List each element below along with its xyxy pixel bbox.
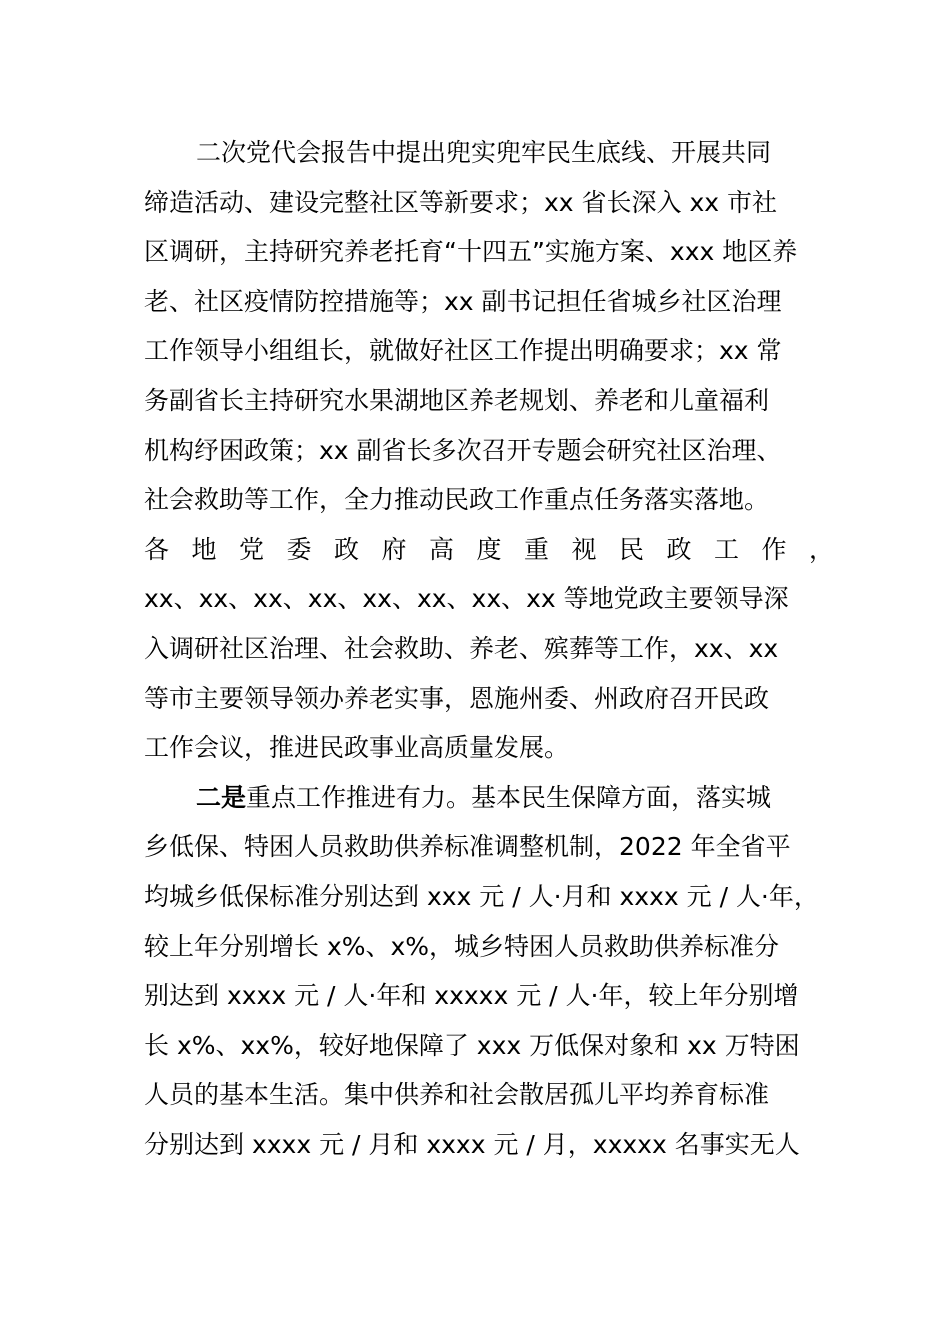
text-line: 工作领导小组组长，就做好社区工作提出明确要求；xx 常 — [144, 336, 782, 366]
text-line: 老、社区疫情防控措施等；xx 副书记担任省城乡社区治理 — [144, 286, 782, 316]
text-line: 机构纾困政策；xx 副省长多次召开专题会研究社区治理、 — [144, 435, 782, 465]
text-line: 等市主要领导领办养老实事，恩施州委、州政府召开民政 — [144, 683, 770, 713]
text-line: 分别达到 xxxx 元 / 月和 xxxx 元 / 月，xxxxx 名事实无人 — [144, 1129, 800, 1159]
text-line: 入调研社区治理、社会救助、养老、殡葬等工作，xx、xx — [144, 633, 779, 663]
text-line: 二次党代会报告中提出兜实兜牢民生底线、开展共同 — [196, 138, 772, 167]
paragraph-2-lead: 二是 — [196, 782, 247, 812]
text-line: 工作会议，推进民政事业高质量发展。 — [144, 733, 570, 763]
text-line: 区调研，主持研究养老托育“十四五”实施方案、xxx 地区养 — [144, 237, 798, 267]
paragraph-2-first-line — [144, 773, 834, 823]
text-line: 各 地 党 委 政 府 高 度 重 视 民 政 工 作 ， — [144, 534, 834, 564]
text-line: 缔造活动、建设完整社区等新要求；xx 省长深入 xx 市社 — [144, 187, 778, 217]
paragraph-2-first-text: 重点工作推进有力。基本民生保障方面，落实城 — [246, 782, 772, 812]
text-line: 均城乡低保标准分别达到 xxx 元 / 人·月和 xxxx 元 / 人·年， — [144, 881, 819, 911]
text-line: xx、xx、xx、xx、xx、xx、xx、xx 等地党政主要领导深 — [144, 584, 789, 614]
text-line: 社会救助等工作，全力推动民政工作重点任务落实落地。 — [144, 485, 770, 515]
text-line: 长 x%、xx%，较好地保障了 xxx 万低保对象和 xx 万特困 — [144, 1030, 800, 1060]
text-line: 较上年分别增长 x%、x%，城乡特困人员救助供养标准分 — [144, 931, 780, 961]
body-text — [144, 128, 834, 1169]
text-line: 乡低保、特困人员救助供养标准调整机制，2022 年全省平 — [144, 832, 791, 862]
text-line: 人员的基本生活。集中供养和社会散居孤儿平均养育标准 — [144, 1080, 770, 1110]
text-line: 别达到 xxxx 元 / 人·年和 xxxxx 元 / 人·年，较上年分别增 — [144, 981, 799, 1011]
text-line: 务副省长主持研究水果湖地区养老规划、养老和儿童福利 — [144, 385, 770, 415]
